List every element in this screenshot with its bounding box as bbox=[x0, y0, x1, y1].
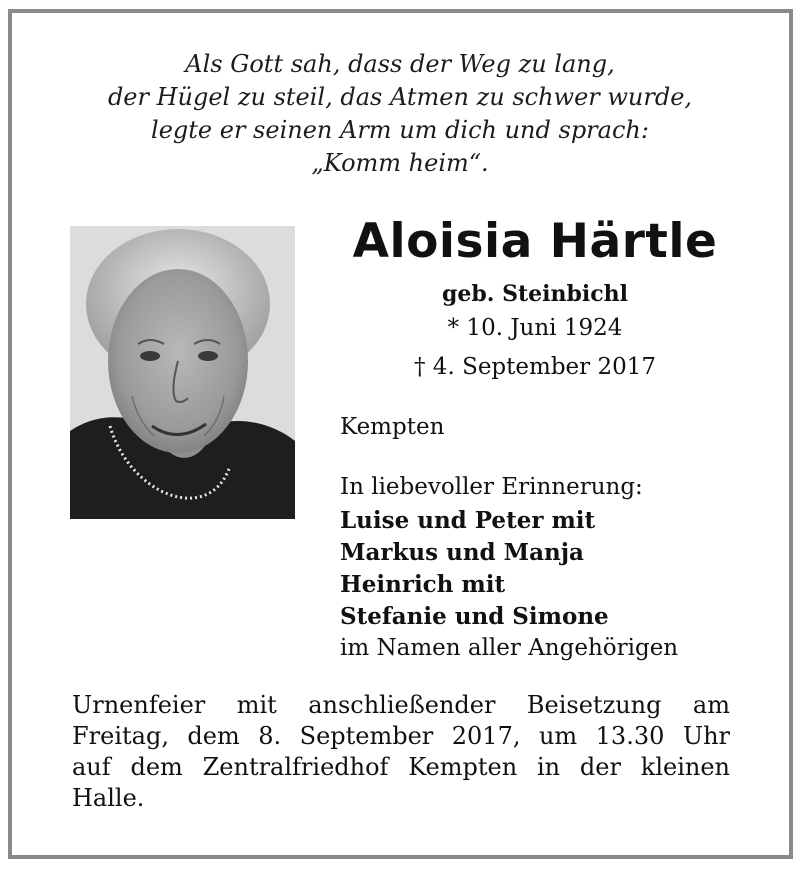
mourner-name: Luise und Peter mit bbox=[340, 507, 596, 534]
birth-date: * 10. Juni 1924 bbox=[447, 315, 623, 341]
place: Kempten bbox=[340, 414, 445, 440]
verse-line: „Komm heim“. bbox=[311, 149, 489, 177]
mourner-name: Markus und Manja bbox=[340, 539, 584, 566]
mourner-name: Stefanie und Simone bbox=[340, 603, 609, 630]
deceased-name: Aloisia Härtle bbox=[352, 214, 718, 269]
service-line: Halle. bbox=[72, 784, 145, 812]
service-details bbox=[72, 690, 730, 814]
memorial-verse bbox=[20, 48, 780, 180]
service-line: auf dem Zentralfriedhof Kempten in der kleinen bbox=[72, 753, 730, 781]
mourner-name: Heinrich mit bbox=[340, 571, 506, 598]
verse-line: Als Gott sah, dass der Weg zu lang, bbox=[185, 50, 615, 78]
mourners-intro: In liebevoller Erinnerung: bbox=[340, 474, 643, 500]
mourners-closing: im Namen aller Angehörigen bbox=[340, 635, 679, 661]
portrait-photo bbox=[70, 226, 295, 519]
service-line: Freitag, dem 8. September 2017, um 13.30 Uhr bbox=[72, 722, 730, 750]
verse-line: legte er seinen Arm um dich und sprach: bbox=[151, 116, 649, 144]
death-date: † 4. September 2017 bbox=[414, 354, 656, 380]
verse-line: der Hügel zu steil, das Atmen zu schwer wurde, bbox=[107, 83, 693, 111]
service-line: Urnenfeier mit anschließender Beisetzung am bbox=[72, 691, 730, 719]
maiden-name: geb. Steinbichl bbox=[442, 281, 628, 307]
